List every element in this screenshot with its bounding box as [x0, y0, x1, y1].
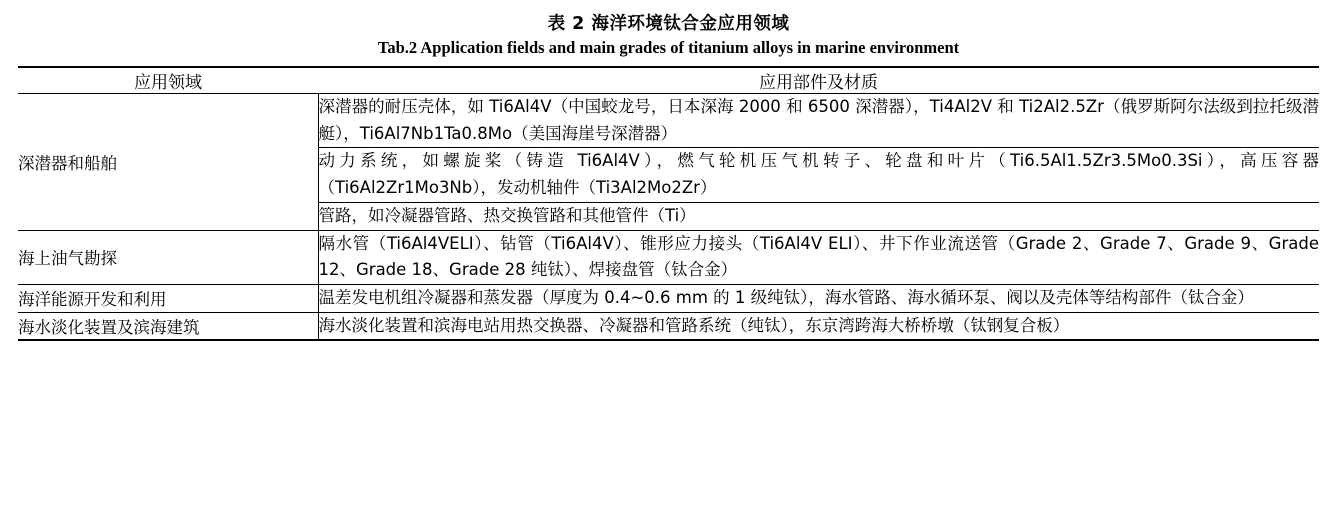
row-category-label: 海洋能源开发和利用 [18, 285, 318, 313]
table-caption-english: Tab.2 Application fields and main grades of titanium alloys in marine environment [377, 38, 960, 57]
table-row [18, 285, 1319, 313]
table-caption-chinese: 表 2 海洋环境钛合金应用领域 [547, 14, 790, 34]
row-cell-text: 管路，如冷凝器管路、热交换管路和其他管件（Ti） [318, 202, 1319, 230]
table-row [18, 94, 1319, 148]
row-category-label: 海上油气勘探 [18, 230, 318, 284]
table-row [18, 230, 1319, 284]
column-header-components-materials: 应用部件及材质 [318, 68, 1319, 94]
column-header-application-field: 应用领域 [18, 68, 318, 94]
row-cell-text: 温差发电机组冷凝器和蒸发器（厚度为 0.4~0.6 mm 的 1 级纯钛），海水管路、海水循环泵、阀以及壳体等结构部件（钛合金） [318, 285, 1319, 313]
row-cell-text: 隔水管（Ti6Al4VELI）、钻管（Ti6Al4V）、锥形应力接头（Ti6Al4V ELI）、井下作业流送管（Grade 2、Grade 7、Grade 9、Grade 12、Grade 18、Grade 28 纯钛）、焊接盘管（钛合金） [318, 230, 1319, 284]
row-cell-text: 动力系统，如螺旋桨（铸造 Ti6Al4V），燃气轮机压气机转子、轮盘和叶片（Ti6.5Al1.5Zr3.5Mo0.3Si），高压容器（Ti6Al2Zr1Mo3Nb），发动机轴件（Ti3Al2Mo2Zr） [318, 148, 1319, 202]
table-header-row [18, 68, 1319, 94]
table-row [18, 312, 1319, 340]
row-cell-text: 深潜器的耐压壳体，如 Ti6Al4V（中国蛟龙号，日本深海 2000 和 6500 深潜器），Ti4Al2V 和 Ti2Al2.5Zr（俄罗斯阿尔法级到拉托级潜艇），Ti6Al7Nb1Ta0.8Mo（美国海崖号深潜器） [318, 97, 1319, 143]
table-bottom-rule [18, 340, 1319, 341]
row-cell-text: 海水淡化装置和滨海电站用热交换器、冷凝器和管路系统（纯钛），东京湾跨海大桥桥墩（钛钢复合板） [318, 312, 1319, 340]
row-category-label: 海水淡化装置及滨海建筑 [18, 312, 318, 340]
data-table [18, 66, 1319, 341]
row-category-label: 深潜器和船舶 [18, 94, 318, 231]
